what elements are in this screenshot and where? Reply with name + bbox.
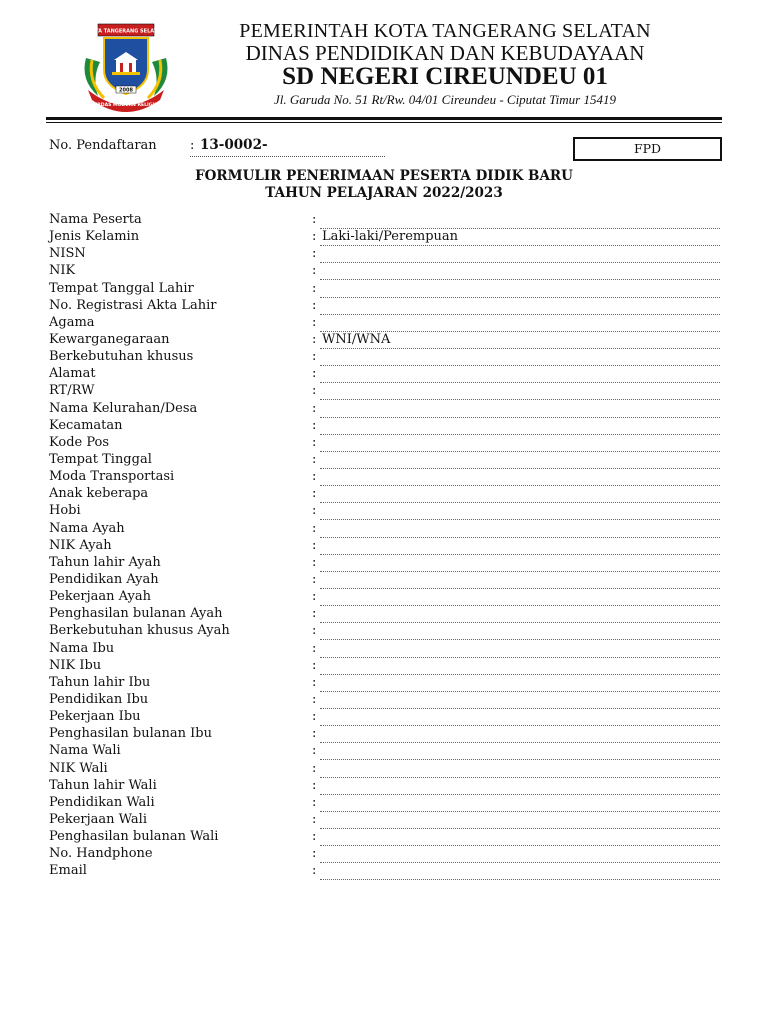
- field-label: Kode Pos: [49, 434, 110, 450]
- field-colon: :: [312, 589, 317, 605]
- registration-number-value[interactable]: 13-0002-: [200, 137, 268, 153]
- field-colon: :: [312, 811, 317, 827]
- field-label: Anak keberapa: [49, 486, 149, 502]
- field-label: Tahun lahir Ayah: [49, 554, 161, 570]
- field-label: Nama Wali: [49, 743, 121, 759]
- form-field-row: [0, 246, 768, 263]
- field-label: No. Registrasi Akta Lahir: [49, 297, 217, 313]
- field-label: Tempat Tanggal Lahir: [49, 280, 194, 296]
- form-field-row: [0, 778, 768, 795]
- form-field-row: [0, 503, 768, 520]
- field-colon: :: [312, 571, 317, 587]
- field-colon: :: [312, 846, 317, 862]
- field-label: NIK Wali: [49, 760, 108, 776]
- form-subtitle-year: TAHUN PELAJARAN 2022/2023: [265, 185, 503, 201]
- field-colon: :: [312, 863, 317, 879]
- form-field-row: [0, 572, 768, 589]
- registration-number-underline: [190, 156, 385, 157]
- form-field-row: [0, 418, 768, 435]
- field-label: Hobi: [49, 503, 81, 519]
- field-colon: :: [312, 434, 317, 450]
- form-field-row: [0, 263, 768, 280]
- field-colon: :: [312, 520, 317, 536]
- registration-number-label: No. Pendaftaran: [49, 138, 157, 153]
- form-field-row: [0, 709, 768, 726]
- field-colon: :: [312, 451, 317, 467]
- field-label: Pendidikan Wali: [49, 794, 155, 810]
- field-label: Berkebutuhan khusus: [49, 349, 194, 365]
- field-colon: :: [312, 229, 317, 245]
- field-colon: :: [312, 400, 317, 416]
- field-label: Jenis Kelamin: [49, 229, 140, 245]
- form-field-row: [0, 743, 768, 760]
- field-colon: :: [312, 246, 317, 262]
- field-colon: :: [312, 486, 317, 502]
- form-field-row: [0, 846, 768, 863]
- field-value[interactable]: WNI/WNA: [322, 331, 391, 347]
- field-colon: :: [312, 349, 317, 365]
- logo-top-text: KOTA TANGERANG SELATAN: [87, 28, 165, 35]
- field-label: RT/RW: [49, 383, 95, 399]
- form-field-row: [0, 675, 768, 692]
- field-label: Nama Peserta: [49, 212, 142, 227]
- field-colon: :: [312, 674, 317, 690]
- form-title: FORMULIR PENERIMAAN PESERTA DIDIK BARU: [195, 168, 573, 184]
- field-colon: :: [312, 263, 317, 279]
- form-code-box: FPD: [573, 137, 722, 161]
- form-field-row: [0, 658, 768, 675]
- field-label: Tempat Tinggal: [49, 451, 152, 467]
- field-label: Nama Ayah: [49, 520, 125, 536]
- field-colon: :: [312, 537, 317, 553]
- form-field-row: [0, 212, 768, 229]
- field-label: Berkebutuhan khusus Ayah: [49, 623, 230, 639]
- field-label: Alamat: [49, 366, 96, 382]
- field-label: Penghasilan bulanan Wali: [49, 829, 219, 845]
- field-colon: :: [312, 383, 317, 399]
- field-colon: :: [312, 760, 317, 776]
- form-field-row: [0, 486, 768, 503]
- field-colon: :: [312, 280, 317, 296]
- form-field-row: [0, 452, 768, 469]
- field-colon: :: [312, 314, 317, 330]
- field-label: NIK: [49, 263, 76, 279]
- form-field-row: [0, 863, 768, 880]
- form-field-row: [0, 761, 768, 778]
- field-colon: :: [312, 554, 317, 570]
- form-field-row: [0, 229, 768, 246]
- field-colon: :: [312, 777, 317, 793]
- header-school-name: SD NEGERI CIREUNDEU 01: [282, 63, 608, 90]
- form-field-row: [0, 692, 768, 709]
- field-label: Penghasilan bulanan Ibu: [49, 726, 212, 742]
- field-label: NISN: [49, 246, 86, 262]
- field-label: Pekerjaan Wali: [49, 811, 147, 827]
- field-colon: :: [312, 709, 317, 725]
- header-divider-thin: [46, 122, 722, 123]
- registration-colon: :: [190, 138, 195, 153]
- form-field-row: [0, 589, 768, 606]
- field-label: Pendidikan Ibu: [49, 691, 149, 707]
- field-colon: :: [312, 417, 317, 433]
- form-field-row: [0, 795, 768, 812]
- form-field-row: [0, 401, 768, 418]
- field-label: Pekerjaan Ayah: [49, 589, 152, 605]
- form-field-row: [0, 383, 768, 400]
- form-field-row: [0, 298, 768, 315]
- header-divider-thick: [46, 117, 722, 120]
- field-colon: :: [312, 297, 317, 313]
- form-field-row: [0, 521, 768, 538]
- letterhead: [0, 0, 768, 118]
- field-colon: :: [312, 623, 317, 639]
- field-label: Email: [49, 863, 87, 879]
- form-field-row: [0, 332, 768, 349]
- field-colon: :: [312, 794, 317, 810]
- form-field-row: [0, 435, 768, 452]
- field-colon: :: [312, 469, 317, 485]
- header-government: PEMERINTAH KOTA TANGERANG SELATAN: [239, 20, 651, 42]
- field-label: Kewarganegaraan: [49, 331, 170, 347]
- field-label: No. Handphone: [49, 846, 153, 862]
- field-colon: :: [312, 503, 317, 519]
- field-value[interactable]: Laki-laki/Perempuan: [322, 229, 459, 245]
- field-label: Pekerjaan Ibu: [49, 709, 141, 725]
- form-field-row: [0, 726, 768, 743]
- field-colon: :: [312, 212, 317, 227]
- form-field-row: [0, 641, 768, 658]
- form-field-row: [0, 469, 768, 486]
- field-colon: :: [312, 331, 317, 347]
- field-label: Nama Ibu: [49, 640, 115, 656]
- field-label: Nama Kelurahan/Desa: [49, 400, 198, 416]
- field-label: Pendidikan Ayah: [49, 571, 159, 587]
- field-colon: :: [312, 743, 317, 759]
- form-field-row: [0, 812, 768, 829]
- header-department: DINAS PENDIDIKAN DAN KEBUDAYAAN: [245, 41, 645, 65]
- form-field-row: [0, 366, 768, 383]
- form-field-row: [0, 829, 768, 846]
- field-colon: :: [312, 366, 317, 382]
- logo-year-text: 2008: [119, 87, 133, 94]
- form-field-row: [0, 315, 768, 332]
- field-colon: :: [312, 691, 317, 707]
- logo-bottom-text: CERDAS MODERN RELIGIUS: [90, 103, 162, 108]
- field-colon: :: [312, 657, 317, 673]
- field-colon: :: [312, 829, 317, 845]
- form-field-row: [0, 538, 768, 555]
- field-colon: :: [312, 606, 317, 622]
- field-label: Tahun lahir Ibu: [49, 674, 151, 690]
- field-label: NIK Ayah: [49, 537, 112, 553]
- form-field-row: [0, 349, 768, 366]
- form-field-row: [0, 555, 768, 572]
- form-fields-list: [0, 212, 768, 880]
- field-label: Tahun lahir Wali: [49, 777, 157, 793]
- field-colon: :: [312, 640, 317, 656]
- field-dotted-line: [320, 879, 720, 880]
- form-field-row: [0, 281, 768, 298]
- field-colon: :: [312, 726, 317, 742]
- field-label: Agama: [49, 314, 95, 330]
- field-label: Kecamatan: [49, 417, 123, 433]
- field-label: NIK Ibu: [49, 657, 102, 673]
- header-address: Jl. Garuda No. 51 Rt/Rw. 04/01 Cireundeu - Ciputat Timur 15419: [274, 92, 616, 107]
- form-field-row: [0, 623, 768, 640]
- field-label: Moda Transportasi: [49, 469, 175, 485]
- field-label: Penghasilan bulanan Ayah: [49, 606, 223, 622]
- form-field-row: [0, 606, 768, 623]
- city-emblem-logo: [78, 20, 174, 112]
